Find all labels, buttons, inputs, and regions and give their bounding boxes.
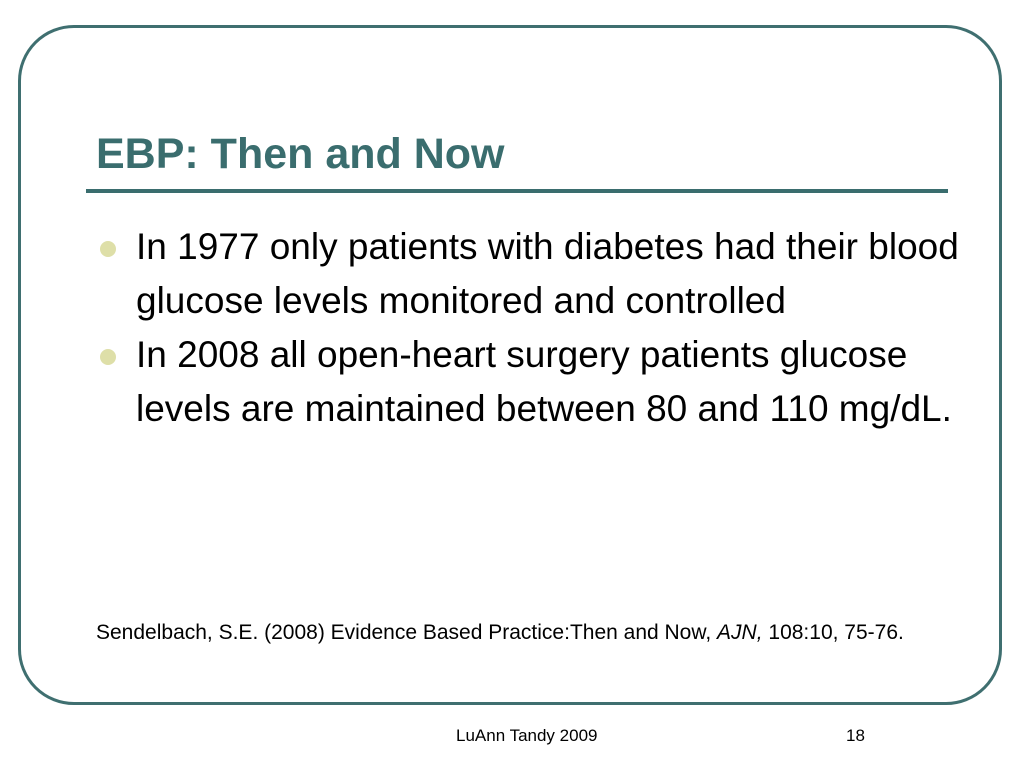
bullet-text: In 1977 only patients with diabetes had their blood glucose levels monitored and controlled <box>136 226 959 321</box>
citation-text: Sendelbach, S.E. (2008) Evidence Based Practice:Then and Now, <box>96 621 718 644</box>
bullet-dot-icon <box>100 349 116 365</box>
citation-journal: AJN, <box>717 621 763 644</box>
bullet-text: In 2008 all open-heart surgery patients glucose levels are maintained between 80 and 110 mg/dL. <box>136 334 952 429</box>
bullet-list <box>100 220 960 436</box>
bullet-item <box>100 328 960 436</box>
bullet-item <box>100 220 960 328</box>
citation <box>96 618 976 648</box>
citation-details: 108:10, 75-76. <box>762 621 904 644</box>
footer-author: LuAnn Tandy 2009 <box>456 726 598 745</box>
slide-title: EBP: Then and Now <box>96 130 505 178</box>
bullet-dot-icon <box>100 241 116 257</box>
title-underline <box>86 189 948 193</box>
page-number: 18 <box>846 726 865 745</box>
